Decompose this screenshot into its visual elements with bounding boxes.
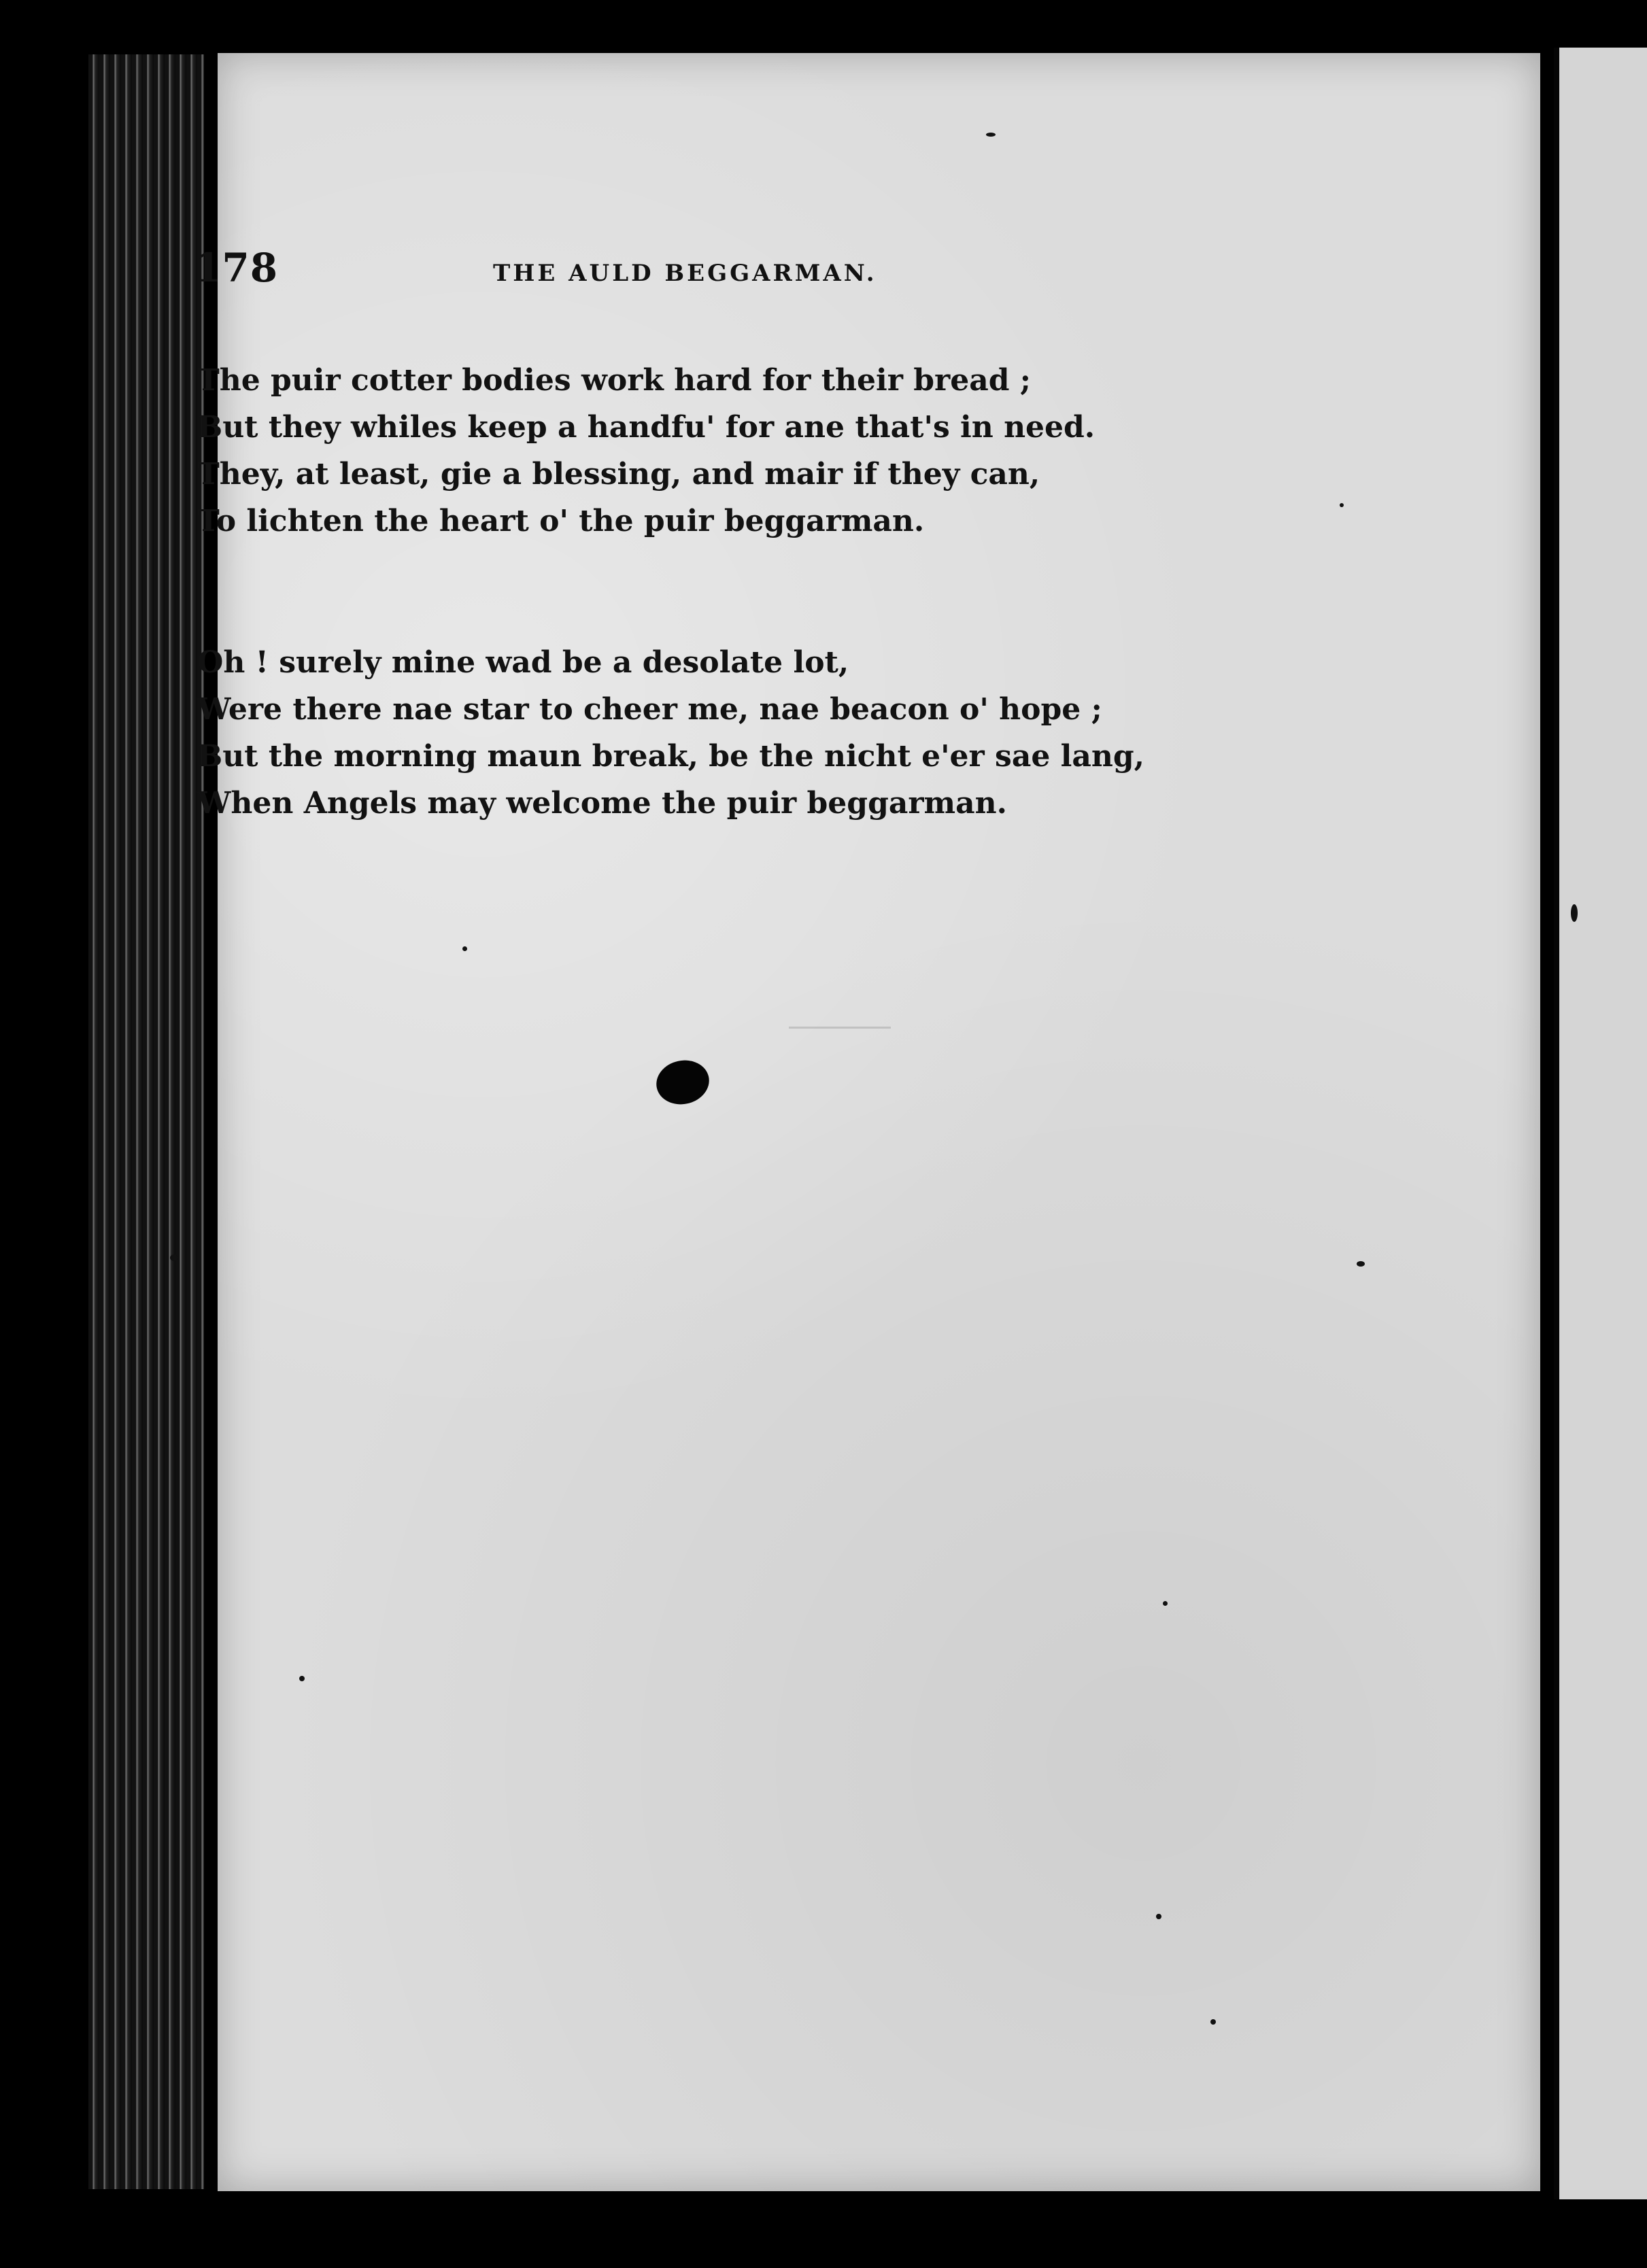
running-title: THE AULD BEGGARMAN. xyxy=(493,260,877,287)
verse-line: They, at least, gie a blessing, and mair if they can, xyxy=(197,457,1040,492)
poem-stanza-1 xyxy=(197,357,1095,545)
poem-stanza-2 xyxy=(197,639,1144,827)
adjacent-page-edge xyxy=(1554,48,1647,2199)
paper-speck xyxy=(1340,503,1344,507)
verse-line: When Angels may welcome the puir beggarman. xyxy=(197,786,1007,821)
paper-speck xyxy=(1156,1914,1161,1919)
paper-speck xyxy=(170,1254,178,1261)
page-header xyxy=(194,245,1105,299)
verse-line: But the morning maun break, be the nicht e'er sae lang, xyxy=(197,739,1144,774)
paper-speck xyxy=(462,946,467,951)
page-number: 178 xyxy=(194,245,279,291)
verse-line: Were there nae star to cheer me, nae beacon o' hope ; xyxy=(197,692,1102,727)
book-page-edges xyxy=(88,54,204,2189)
paper-speck xyxy=(1163,1601,1168,1606)
paper-speck xyxy=(299,1676,305,1681)
verse-line: The puir cotter bodies work hard for their bread ; xyxy=(197,363,1032,398)
paper-speck xyxy=(1210,2019,1216,2025)
verse-line: Oh ! surely mine wad be a desolate lot, xyxy=(197,645,849,680)
verse-line: But they whiles keep a handfu' for ane that's in need. xyxy=(197,410,1096,445)
paper-speck xyxy=(986,133,996,137)
paper-speck xyxy=(1357,1261,1365,1267)
verse-line: To lichten the heart o' the puir beggarman. xyxy=(197,504,925,538)
paper-speck xyxy=(1571,904,1578,922)
bleed-through-rule xyxy=(789,1027,891,1029)
